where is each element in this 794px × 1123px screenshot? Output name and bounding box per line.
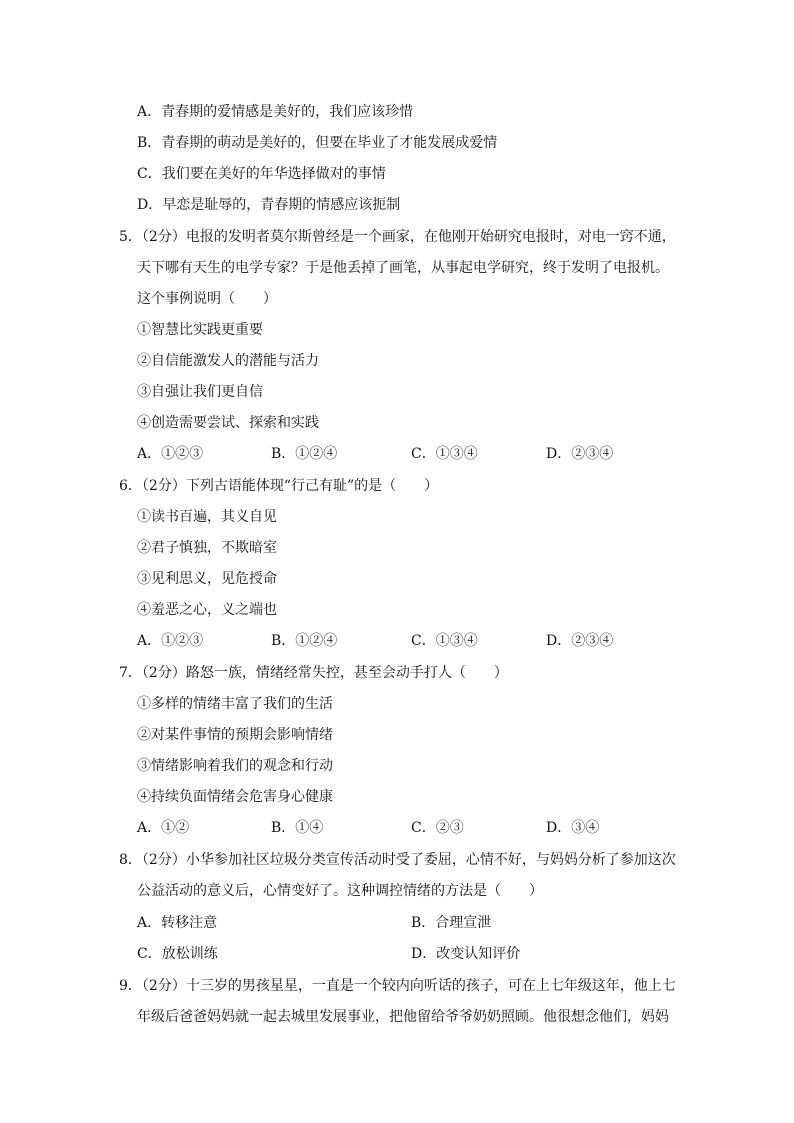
q5-item-2: ②自信能激发人的潜能与活力 [137, 353, 319, 369]
q5-item-3: ③自强让我们更自信 [137, 384, 263, 400]
q7-stem-line-1: 7．（2分）路怒一族，情绪经常失控，甚至会动手打人（ ） [119, 665, 508, 681]
q5-item-1: ①智慧比实践更重要 [137, 322, 263, 338]
q6-item-1: ①读书百遍，其义自见 [137, 509, 277, 525]
q8-option-a: A．转移注意 [137, 915, 218, 931]
q5-option-a: A．①②③ [137, 446, 204, 462]
q8-stem-line-1: 8．（2分）小华参加社区垃圾分类宣传活动时受了委屈，心情不好，与妈妈分析了参加这次 [119, 852, 676, 868]
q6-option-c: C．①③④ [411, 633, 478, 649]
q8-option-c: C．放松训练 [137, 946, 218, 962]
q4-option-b: B．青春期的萌动是美好的，但要在毕业了才能发展成爱情 [137, 135, 498, 151]
q5-option-b: B．①②④ [271, 446, 338, 462]
q9-stem-line-1: 9．（2分）十三岁的男孩星星，一直是一个较内向听话的孩子，可在上七年级这年，他上七 [119, 978, 676, 994]
q7-option-a: A．①② [137, 820, 190, 836]
q5-stem-line-3: 这个事例说明（ ） [137, 291, 277, 307]
q8-option-d: D．改变认知评价 [411, 946, 521, 962]
q6-option-d: D．②③④ [546, 633, 614, 649]
q7-item-4: ④持续负面情绪会危害身心健康 [137, 789, 333, 805]
q4-option-d: D．早恋是耻辱的，青春期的情感应该扼制 [137, 197, 401, 213]
q7-option-c: C．②③ [411, 820, 464, 836]
q7-item-3: ③情绪影响着我们的观念和行动 [137, 758, 333, 774]
q6-item-4: ④羞恶之心，义之端也 [137, 602, 277, 618]
q6-item-2: ②君子慎独，不欺暗室 [137, 540, 277, 556]
q7-option-b: B．①④ [271, 820, 324, 836]
q6-option-b: B．①②④ [271, 633, 338, 649]
q4-option-c: C．我们要在美好的年华选择做对的事情 [137, 166, 386, 182]
q9-stem-line-2: 年级后爸爸妈妈就一起去城里发展事业，把他留给爷爷奶奶照顾。他很想念他们，妈妈 [137, 1009, 669, 1025]
q5-option-d: D．②③④ [546, 446, 614, 462]
q5-item-4: ④创造需要尝试、探索和实践 [137, 415, 319, 431]
q4-option-a: A．青春期的爱情感是美好的，我们应该珍惜 [137, 104, 414, 120]
q5-option-c: C．①③④ [411, 446, 478, 462]
q8-stem-line-2: 公益活动的意义后，心情变好了。这种调控情绪的方法是（ ） [137, 883, 543, 899]
q5-stem-line-1: 5．（2分）电报的发明者莫尔斯曾经是一个画家，在他刚开始研究电报时，对电一窍不通， [119, 229, 676, 245]
q6-stem-line-1: 6．（2分）下列古语能体现“行己有耻”的是（ ） [119, 478, 439, 494]
q7-option-d: D．③④ [546, 820, 600, 836]
q7-item-1: ①多样的情绪丰富了我们的生活 [137, 696, 333, 712]
q5-stem-line-2: 天下哪有天生的电学专家？于是他丢掉了画笔，从事起电学研究，终于发明了电报机。 [137, 260, 669, 276]
q7-item-2: ②对某件事情的预期会影响情绪 [137, 727, 333, 743]
q6-item-3: ③见利思义，见危授命 [137, 571, 277, 587]
q6-option-a: A．①②③ [137, 633, 204, 649]
q8-option-b: B．合理宣泄 [411, 915, 492, 931]
